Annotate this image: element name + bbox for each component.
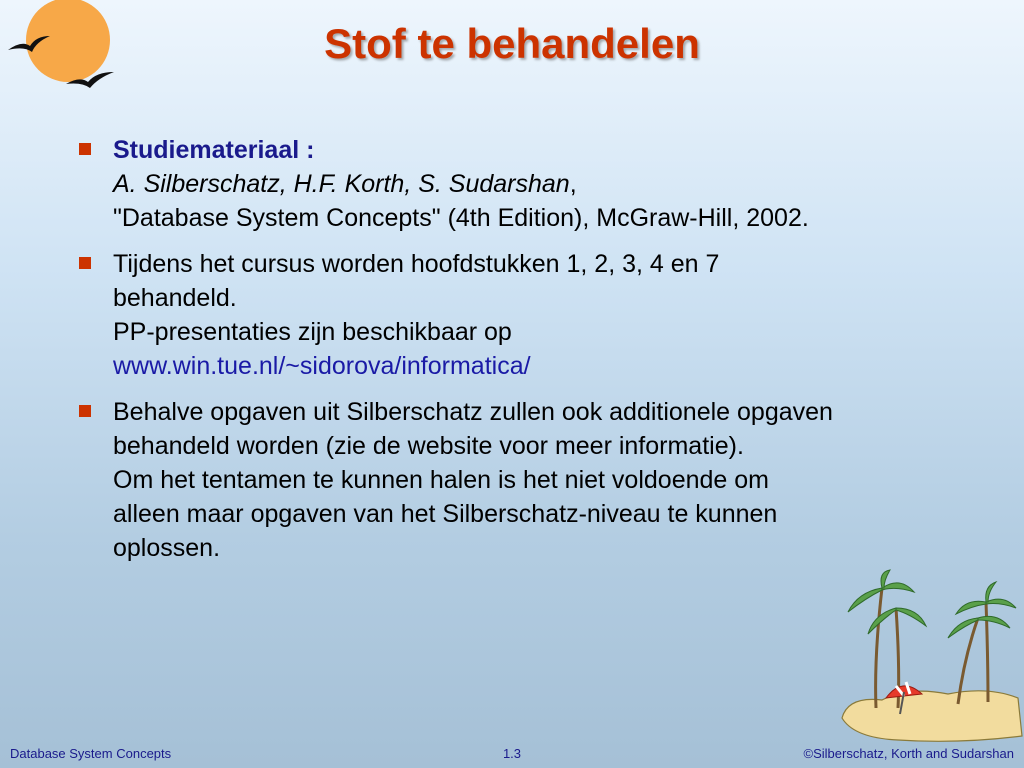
course-website-link[interactable]: www.win.tue.nl/~sidorova/informatica/: [113, 352, 531, 380]
footer-copyright: ©Silberschatz, Korth and Sudarshan: [803, 746, 1014, 761]
footer-slide-number: 1.3: [502, 746, 522, 761]
authors-comma: ,: [569, 170, 577, 198]
bullet-item: [75, 133, 955, 235]
bullet-text-line: alleen maar opgaven van het Silberschatz-niveau te kunnen: [113, 500, 778, 528]
bullet-text-line: Behalve opgaven uit Silberschatz zullen ook additionele opgaven: [113, 398, 833, 426]
bullet-text-line: Om het tentamen te kunnen halen is het niet voldoende om: [113, 466, 769, 494]
bullet-text-line: behandeld worden (zie de website voor meer informatie).: [113, 432, 744, 460]
palm-island-illustration: [838, 568, 1024, 748]
bullet-item: [75, 247, 955, 383]
bullet-text-line: Tijdens het cursus worden hoofdstukken 1, 2, 3, 4 en 7: [113, 250, 720, 278]
book-authors: A. Silberschatz, H.F. Korth, S. Sudarshan: [113, 170, 570, 198]
book-title: "Database System Concepts" (4th Edition), McGraw-Hill, 2002.: [113, 204, 809, 232]
slide-title: Stof te behandelen: [324, 20, 700, 67]
slide-footer: [0, 746, 1024, 764]
footer-course-name: Database System Concepts: [10, 746, 172, 761]
bullet-heading: Studiemateriaal :: [113, 136, 315, 164]
bullet-text-line: PP-presentaties zijn beschikbaar op: [113, 318, 512, 346]
bullet-text-line: oplossen.: [113, 534, 221, 562]
island-icon: [842, 691, 1022, 742]
book-authors-line: [113, 167, 955, 201]
palm-leaves-icon: [848, 570, 1016, 638]
square-bullet-icon: [79, 257, 91, 269]
bullet-item: [75, 395, 955, 565]
bullet-text-line: behandeld.: [113, 284, 237, 312]
square-bullet-icon: [79, 405, 91, 417]
slide-body: [75, 133, 955, 577]
square-bullet-icon: [79, 143, 91, 155]
